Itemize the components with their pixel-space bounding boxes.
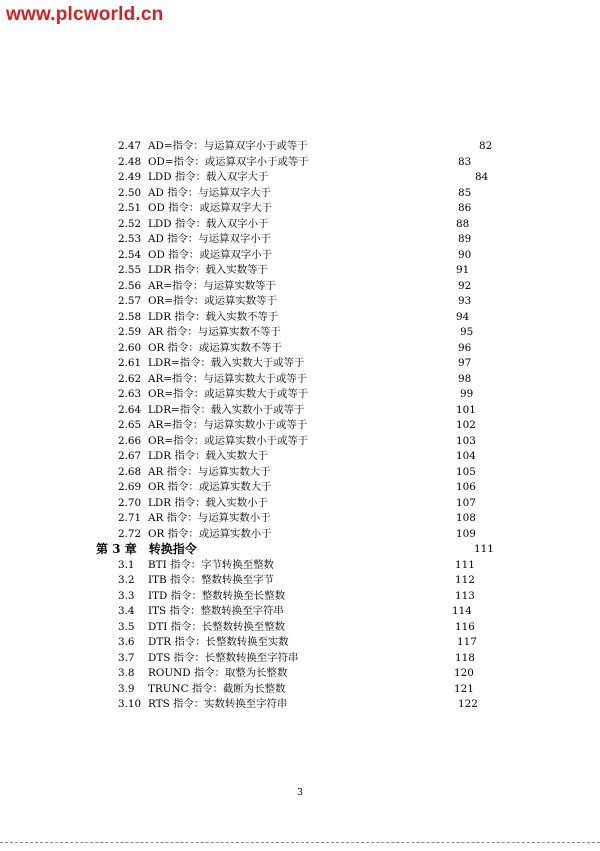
toc-entry-page: 97	[458, 357, 472, 369]
toc-entry-title: BTI 指令：字节转换至整数	[148, 558, 274, 571]
toc-entry-title: ROUND 指令：取整为长整数	[148, 667, 288, 679]
toc-entry-page: 109	[456, 527, 476, 540]
toc-entry[interactable]	[0, 279, 600, 295]
toc-entry-number: 3.8	[118, 667, 135, 679]
toc-entry-title: TRUNC 指令：截断为长整数	[148, 682, 286, 695]
toc-entry-page: 96	[458, 341, 472, 354]
chapter-page-number: 111	[474, 543, 494, 555]
toc-entry-page: 99	[460, 388, 474, 400]
toc-entry[interactable]	[0, 558, 600, 574]
toc-entry-page: 104	[456, 450, 476, 462]
toc-entry[interactable]	[0, 294, 600, 310]
toc-entry-title: OR=指令：或运算实数小于或等于	[148, 434, 309, 447]
toc-entry-title: OR 指令：或运算实数大于	[148, 481, 272, 493]
toc-entry-number: 2.57	[118, 295, 142, 307]
toc-entry-number: 2.61	[118, 357, 142, 369]
toc-entry[interactable]	[0, 232, 600, 248]
toc-entry-number: 2.48	[118, 155, 142, 168]
toc-entry-page: 102	[456, 419, 476, 431]
toc-entry-title: OD 指令：或运算双字大于	[148, 202, 273, 214]
toc-entry[interactable]	[0, 372, 600, 388]
toc-entry-number: 2.47	[118, 140, 142, 152]
toc-entry-number: 2.55	[118, 264, 142, 276]
toc-entry-page: 106	[456, 481, 476, 493]
toc-entry-number: 3.7	[118, 651, 135, 664]
toc-entry-page: 103	[456, 434, 476, 447]
toc-entry-title: DTR 指令：长整数转换至实数	[148, 636, 289, 648]
toc-entry-title: OR 指令：或运算实数不等于	[148, 341, 282, 354]
toc-entry[interactable]	[0, 310, 600, 326]
toc-entry-number: 2.50	[118, 186, 142, 199]
toc-entry[interactable]	[0, 341, 600, 357]
toc-entry-title: LDD 指令：载入双字小于	[148, 217, 269, 230]
toc-entry-page: 113	[455, 589, 475, 602]
toc-entry-number: 2.58	[118, 310, 142, 323]
toc-entry-title: LDR 指令：载入实数等于	[148, 264, 268, 276]
toc-entry-number: 2.60	[118, 341, 142, 354]
toc-entry[interactable]	[0, 418, 600, 434]
toc-entry[interactable]	[0, 403, 600, 419]
toc-entry[interactable]	[0, 480, 600, 496]
toc-entry-title: ITD 指令：整数转换至长整数	[148, 589, 285, 602]
toc-entry-number: 2.59	[118, 326, 142, 338]
toc-entry-page: 118	[455, 651, 475, 664]
toc-entry-page: 82	[479, 140, 493, 152]
toc-entry-number: 2.69	[118, 481, 142, 493]
toc-entry-title: AR=指令：与运算实数大于或等于	[148, 372, 308, 385]
toc-entry-title: ITB 指令：整数转换至字节	[148, 574, 274, 586]
toc-entry-page: 107	[456, 496, 476, 509]
toc-entry-page: 84	[475, 171, 489, 183]
toc-entry-number: 3.9	[118, 682, 135, 695]
toc-entry[interactable]	[0, 263, 600, 279]
toc-entry-number: 2.68	[118, 465, 142, 478]
toc-entry-page: 101	[456, 403, 476, 416]
toc-entry[interactable]	[0, 651, 600, 667]
toc-entry-number: 2.66	[118, 434, 142, 447]
toc-entry-title: LDD 指令：载入双字大于	[148, 171, 269, 183]
toc-entry[interactable]	[0, 186, 600, 202]
toc-section-chapter-3	[0, 558, 600, 713]
chapter-title: 第 3 章 转换指令	[96, 542, 197, 556]
toc-entry[interactable]	[0, 620, 600, 636]
toc-entry-number: 2.70	[118, 496, 142, 509]
toc-entry-number: 2.53	[118, 233, 142, 245]
toc-entry[interactable]	[0, 139, 600, 155]
toc-entry-page: 121	[454, 682, 474, 695]
toc-entry-number: 2.64	[118, 403, 142, 416]
toc-entry-title: OR=指令：或运算实数等于	[148, 295, 277, 307]
toc-entry[interactable]	[0, 527, 600, 543]
toc-entry-number: 2.65	[118, 419, 142, 431]
toc-entry-number: 2.72	[118, 527, 142, 540]
toc-entry-page: 116	[455, 620, 475, 633]
toc-entry-title: DTI 指令：长整数转换至整数	[148, 620, 285, 633]
toc-entry-page: 86	[458, 202, 472, 214]
toc-entry-page: 94	[456, 310, 470, 323]
toc-entry[interactable]	[0, 201, 600, 217]
toc-entry-number: 3.5	[118, 620, 135, 633]
toc-entry-title: OD 指令：或运算双字小于	[148, 248, 273, 261]
toc-section-chapter-2	[0, 139, 600, 542]
toc-entry[interactable]	[0, 449, 600, 465]
toc-entry-number: 3.3	[118, 589, 135, 602]
toc-entry-page: 83	[458, 155, 472, 168]
toc-entry[interactable]	[0, 682, 600, 698]
toc-entry-number: 2.56	[118, 279, 142, 292]
toc-entry-number: 2.71	[118, 512, 142, 524]
toc-entry-title: LDR 指令：载入实数小于	[148, 496, 268, 509]
toc-entry-page: 90	[458, 248, 472, 261]
toc-entry-title: ITS 指令：整数转换至字符串	[148, 605, 284, 617]
toc-entry-number: 2.52	[118, 217, 142, 230]
toc-entry-number: 3.4	[118, 605, 135, 617]
toc-entry-page: 88	[456, 217, 470, 230]
toc-entry-number: 2.62	[118, 372, 142, 385]
toc-entry-number: 3.1	[118, 558, 135, 571]
toc-entry[interactable]	[0, 170, 600, 186]
toc-entry[interactable]	[0, 217, 600, 233]
toc-entry[interactable]	[0, 573, 600, 589]
toc-entry[interactable]	[0, 511, 600, 527]
page-number: 3	[296, 787, 304, 798]
site-watermark: www.plcworld.cn	[6, 4, 164, 25]
toc-entry-number: 2.49	[118, 171, 142, 183]
toc-entry-page: 92	[458, 279, 472, 292]
toc-entry-title: AR 指令：与运算实数小于	[148, 512, 271, 524]
toc-entry[interactable]	[0, 465, 600, 481]
toc-entry-page: 117	[457, 636, 477, 648]
toc-entry[interactable]	[0, 604, 600, 620]
toc-entry-number: 3.10	[118, 698, 142, 710]
toc-entry[interactable]	[0, 589, 600, 605]
toc-entry-title: OR 指令：或运算实数小于	[148, 527, 272, 540]
toc-entry-number: 2.67	[118, 450, 142, 462]
toc-entry-page: 112	[455, 574, 475, 586]
toc-entry-title: AR 指令：与运算实数不等于	[148, 326, 281, 338]
toc-entry-title: AR 指令：与运算实数大于	[148, 465, 271, 478]
toc-entry-page: 111	[455, 558, 475, 571]
toc-entry[interactable]	[0, 434, 600, 450]
toc-entry[interactable]	[0, 248, 600, 264]
toc-entry-title: OD=指令：或运算双字小于或等于	[148, 155, 309, 168]
toc-entry[interactable]	[0, 635, 600, 651]
toc-entry[interactable]	[0, 387, 600, 403]
toc-entry-title: OR=指令：或运算实数大于或等于	[148, 388, 309, 400]
toc-entry[interactable]	[0, 666, 600, 682]
toc-entry-page: 105	[456, 465, 476, 478]
toc-entry-title: AD 指令：与运算双字大于	[148, 186, 272, 199]
toc-entry[interactable]	[0, 155, 600, 171]
toc-entry-title: LDR 指令：载入实数大于	[148, 450, 268, 462]
toc-entry-page: 91	[456, 264, 470, 276]
footer-divider	[0, 842, 600, 843]
toc-entry-title: AR=指令：与运算实数等于	[148, 279, 276, 292]
toc-entry-page: 85	[458, 186, 472, 199]
toc-entry-number: 3.2	[118, 574, 135, 586]
toc-entry-title: AD 指令：与运算双字小于	[148, 233, 272, 245]
toc-entry-page: 89	[458, 233, 472, 245]
toc-entry-page: 98	[458, 372, 472, 385]
toc-entry-title: LDR=指令：载入实数小于或等于	[148, 403, 305, 416]
toc-entry-page: 122	[458, 698, 478, 710]
toc-entry-page: 108	[456, 512, 476, 524]
toc-entry-title: DTS 指令：长整数转换至字符串	[148, 651, 299, 664]
toc-entry-page: 95	[460, 326, 474, 338]
toc-entry[interactable]	[0, 325, 600, 341]
toc-entry-number: 2.63	[118, 388, 142, 400]
toc-entry[interactable]	[0, 697, 600, 713]
chapter-heading-row	[0, 542, 600, 558]
toc-entry[interactable]	[0, 496, 600, 512]
toc-entry-title: RTS 指令：实数转换至字符串	[148, 698, 288, 710]
toc-entry-page: 120	[454, 667, 474, 679]
toc-entry-page: 114	[452, 605, 472, 617]
table-of-contents	[0, 139, 600, 713]
toc-entry-title: AD=指令：与运算双字小于或等于	[148, 140, 308, 152]
toc-entry-title: AR=指令：与运算实数小于或等于	[148, 419, 308, 431]
toc-entry-title: LDR 指令：载入实数不等于	[148, 310, 279, 323]
toc-entry-page: 93	[458, 295, 472, 307]
toc-entry-number: 2.51	[118, 202, 142, 214]
toc-entry-title: LDR=指令：载入实数大于或等于	[148, 357, 305, 369]
toc-entry-number: 3.6	[118, 636, 135, 648]
toc-entry-number: 2.54	[118, 248, 142, 261]
toc-entry[interactable]	[0, 356, 600, 372]
